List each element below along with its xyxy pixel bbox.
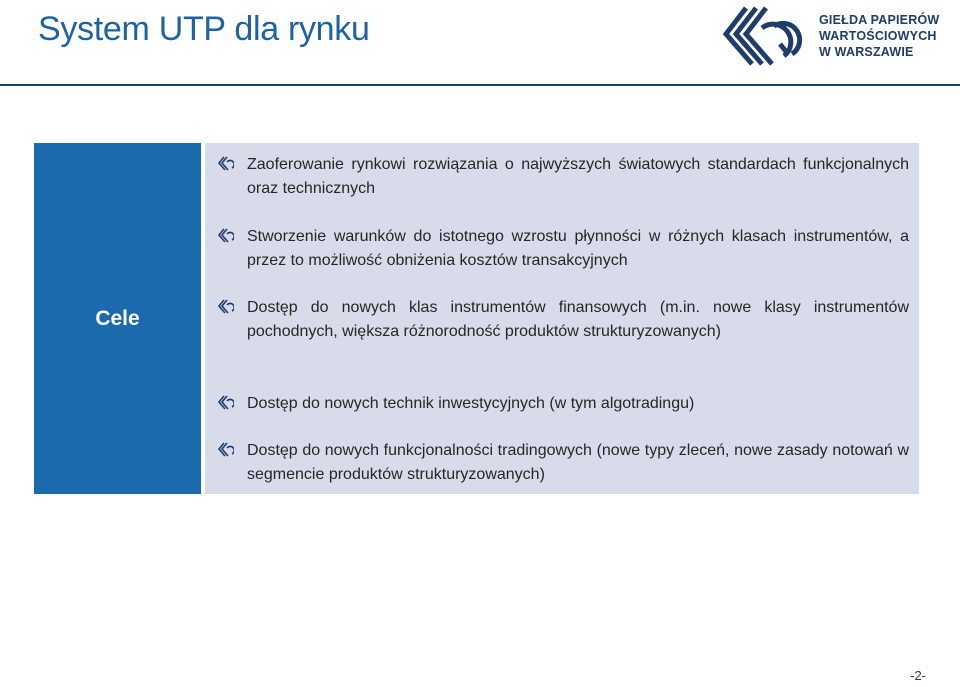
gpw-bullet-icon [218, 395, 234, 411]
logo-line: GIEŁDA PAPIERÓW [819, 13, 940, 27]
gpw-logo [722, 4, 952, 68]
gpw-bullet-icon [218, 442, 234, 458]
gpw-bullet-icon [218, 228, 234, 244]
list-item-text: Dostęp do nowych klas instrumentów finansowych (m.in. nowe klasy instrumentów pochodnych, większa różnorodność produktów strukturyzowanych) [247, 299, 909, 340]
list-item-text: Dostęp do nowych technik inwestycyjnych (w tym algotradingu) [247, 395, 695, 412]
logo-line: WARTOŚCIOWYCH [819, 29, 937, 43]
gpw-bullet-icon [218, 156, 234, 172]
gpw-bullet-icon [218, 299, 234, 315]
page-number: -2- [910, 668, 926, 683]
list-item-text: Dostęp do nowych funkcjonalności tradingowych (nowe typy zleceń, nowe zasady notowań w segmencie produktów strukturyzowanych) [247, 442, 909, 483]
logo-text [819, 12, 939, 60]
section-content-box [205, 143, 919, 494]
section-label: Cele [95, 306, 140, 330]
list-item-text: Zaoferowanie rynkowi rozwiązania o najwyższych światowych standardach funkcjonalnych oraz technicznych [247, 156, 909, 197]
header-divider [0, 84, 960, 86]
list-item-text: Stworzenie warunków do istotnego wzrostu płynności w różnych klasach instrumentów, a przez to możliwość obniżenia kosztów transakcyjnych [247, 228, 909, 269]
slide-title: System UTP dla rynku [38, 10, 370, 48]
gpw-logo-icon [722, 4, 814, 68]
logo-line: W WARSZAWIE [819, 45, 914, 59]
section-label-box [34, 143, 201, 494]
